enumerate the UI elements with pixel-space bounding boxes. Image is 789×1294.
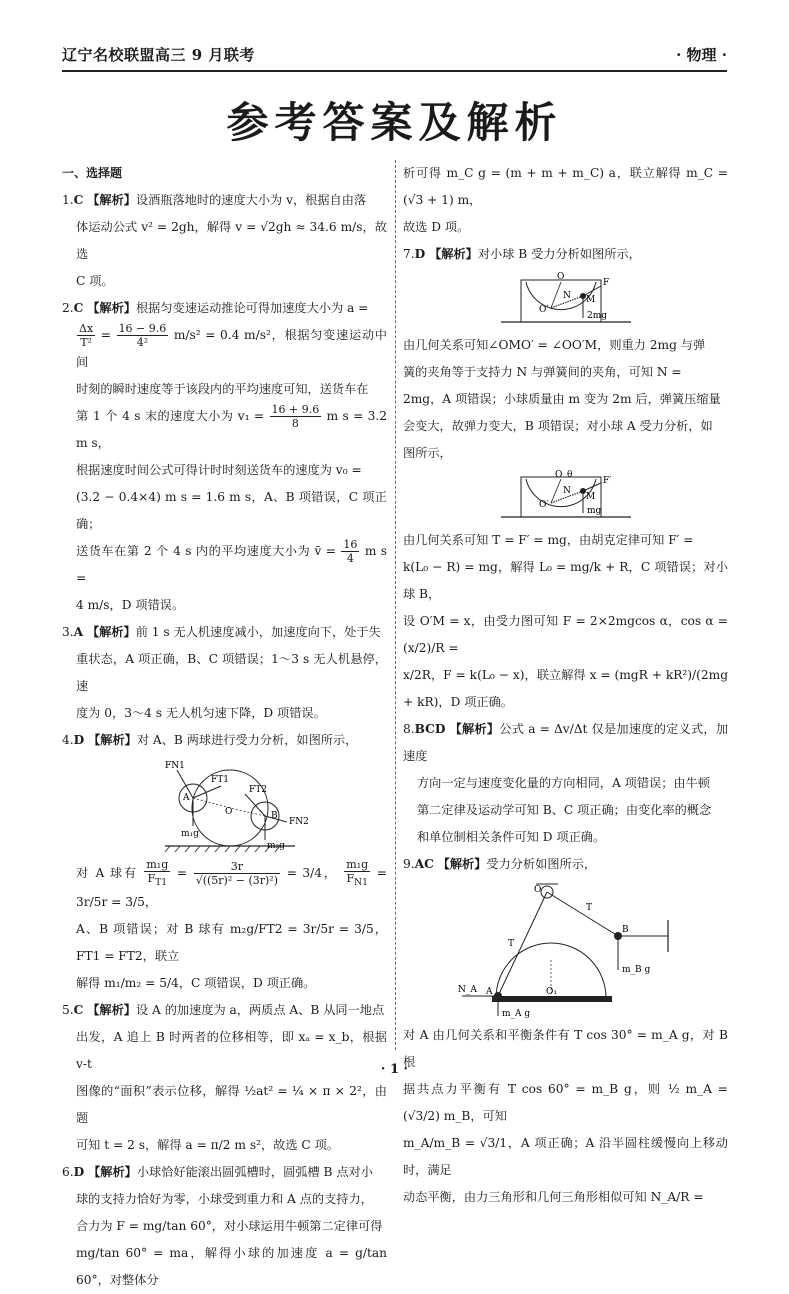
q7-line8: k(L₀ − R) = mg，解得 L₀ = mg/k + R，C 项错误；对小球 B， [403,560,728,601]
q2-line8: 4 m/s，D 项错误。 [76,598,185,612]
label-mg: 2mg [586,311,607,321]
header-rule [62,70,727,72]
label-fn2: FN2 [288,817,309,827]
q2-line6: (3.2 − 0.4×4) m s = 1.6 m s，A、B 项错误，C 项正确； [76,490,387,531]
q4-force-diagram [125,756,325,856]
fraction: $\frac{16}{4}$ [343,538,358,565]
label-o: O [224,807,232,817]
q8-line3: 第二定律及运动学可知 B、C 项正确；由变化率的概念 [417,803,712,817]
q2-line7: 送货车在第 2 个 4 s 内的平均速度大小为 v̄ = $\frac{16}{4}$ m s = [76,538,388,585]
q2-line4: 第 1 个 4 s 末的速度大小为 v₁ = $\frac{16 + 9.6}{8}$ m s = 3.2 m s， [76,403,388,450]
q7-line1: 7.D 【解析】对小球 B 受力分析如图所示， [403,247,641,261]
label-mag: m_A g [501,1009,530,1019]
q7-line7: 由几何关系可知 T = F′ = mg，由胡克定律可知 F′ = [403,533,694,547]
fraction: $\frac{\text{m₁g}}{F_{N1}}$ [346,858,369,889]
q4-line1: 4.D 【解析】对 A、B 两球进行受力分析，如图所示， [62,733,358,747]
header-exam-name: 辽宁名校联盟高三 9 月联考 [62,46,255,64]
label-o: O [556,272,564,282]
q4-line4: 解得 m₁/m₂ = 5/4，C 项错误，D 项正确。 [76,976,316,991]
label-b: B [621,925,629,935]
q9-line2: 对 A 由几何关系和平衡条件有 T cos 30° = m_A g，对 B 根 [403,1028,728,1069]
q8-line2: 方向一定与速度变化量的方向相同，A 项错误；由牛顿 [417,776,710,790]
q4-line3: A、B 项错误；对 B 球有 m₂g/FT2 = 3r/5r = 3/5，FT1 = FT2，联立 [76,922,387,964]
left-column [62,160,387,1294]
q1-line2: 体运动公式 v² = 2gh，解得 v = √2gh ≈ 34.6 m/s，故选 [76,220,387,261]
q6-line2: 球的支持力恰好为零，小球受到重力和 A 点的支持力， [76,1192,373,1207]
q7-diagram-2 [491,469,641,525]
label-f-prime: F′ [602,476,611,486]
right-column [403,160,728,1211]
q4-line2: 对 A 球有 $\frac{\text{m₁g}}{F_{T1}}$ = $\frac{3r}{\text{√((5r)² − (3r)²)}}$ = 3/4， $\frac{\text{m₁g}}{F_{N1}}$ = 3r/5r = 3/5， [76,858,388,910]
label-m: M [585,492,595,502]
label-o-prime: O′ [538,500,548,510]
q5-line4: 可知 t = 2 s，解得 a = π/2 m s²，故选 C 项。 [76,1138,339,1153]
label-a: A [182,793,189,803]
fraction: $\frac{\Delta x}{\text{T²}}$ [79,322,94,349]
label-m2g: m₂g [266,841,285,851]
q3-line1: 3.A 【解析】前 1 s 无人机速度减小，加速度向下，处于失 [62,625,381,639]
label-theta: θ [566,470,572,480]
q1-line1: 1.C 【解析】设酒瓶落地时的速度大小为 v，根据自由落 [62,193,367,207]
q8-line4: 和单位制相关条件可知 D 项正确。 [417,830,606,844]
q1-line3: C 项。 [76,274,114,288]
label-a: A [485,987,492,997]
fraction: $\frac{16 + 9.6}{8}$ [271,403,320,430]
q3-line3: 度为 0，3～4 s 无人机匀速下降，D 项错误。 [76,706,326,720]
q3-line2: 重状态，A 项正确，B、C 项错误；1～3 s 无人机悬停，速 [76,652,387,693]
q5-line1: 5.C 【解析】设 A 的加速度为 a，两质点 A、B 从同一地点 [62,1003,385,1018]
fraction: $\frac{3r}{\text{√((5r)² − (3r)²)}}$ [195,860,278,888]
header-subject: · 物理 · [676,46,727,64]
page-number: · 1 · [380,1062,409,1077]
q6-line6: 故选 D 项。 [403,220,470,234]
label-na: N_A [457,985,477,995]
q7-line2: 由几何关系可知∠OMO′ = ∠OO′M，则重力 2mg 与弹 [403,338,706,352]
label-f: F [602,278,609,288]
q7-line10: x/2R，F = k(L₀ − x)，联立解得 x = (mgR + kR²)/(2mg + kR)，D 项正确。 [403,668,728,709]
label-n: N [562,486,571,496]
label-o1: O₁ [545,987,557,997]
label-t-right: T [585,903,592,913]
q9-line5: 动态平衡，由力三角形和几何三角形相似可知 N_A/R = [403,1190,704,1204]
fraction: $\frac{16 - 9.6}{\text{4²}}$ [118,322,167,349]
label-mbg: m_B g [621,965,650,975]
q6-line4: mg/tan 60° = ma，解得小球的加速度 a = g/tan 60°，对整体分 [76,1246,387,1288]
q2-line2: $\frac{\Delta x}{\text{T²}}$ = $\frac{16 - 9.6}{\text{4²}}$ m/s² = 0.4 m/s²，根据匀变速运动中间 [76,322,387,369]
q9-line1: 9.AC 【解析】受力分析如图所示， [403,857,597,871]
label-t-left: T [507,939,514,949]
q2-line5: 根据速度时间公式可得计时时刻送货车的速度为 v₀ = [76,463,362,477]
q6-line3: 合力为 F = mg/tan 60°，对小球运用牛顿第二定律可得 [76,1219,383,1234]
q6-line5: 析可得 m_C g = (m + m + m_C) a，联立解得 m_C = (√3 + 1) m， [403,166,728,207]
label-ft1: FT1 [210,775,229,785]
label-fn1: FN1 [164,761,185,771]
page-title: 参考答案及解析 [226,98,563,147]
q9-line3: 据共点力平衡有 T cos 60° = m_B g，则 ½ m_A = (√3/2) m_B，可知 [403,1082,728,1123]
q6-line1: 6.D 【解析】小球恰好能滚出圆弧槽时，圆弧槽 B 点对小 [62,1165,373,1180]
label-ft2: FT2 [248,785,267,795]
q7-diagram-1 [491,270,641,330]
q7-line3: 簧的夹角等于支持力 N 与弹簧间的夹角，可知 N = [403,365,682,379]
label-m1g: m₁g [180,829,199,839]
q7-line6: 图所示， [403,446,452,460]
q9-force-diagram [436,880,696,1020]
label-n: N [562,291,571,301]
q7-line5: 会变大，故弹力变大，B 项错误；对小球 A 受力分析，如 [403,419,713,433]
q7-line4: 2mg，A 项错误；小球质量由 m 变为 2m 后，弹簧压缩量 [403,392,721,406]
fraction: $\frac{\text{m₁g}}{F_{T1}}$ [146,858,169,889]
label-mg: mg [586,506,601,516]
q5-line3: 图像的“面积”表示位移，解得 ½at² = ¼ × π × 2²，由题 [76,1084,387,1126]
q9-line4: m_A/m_B = √3/1，A 项正确；A 沿半圆柱缓慢向上移动时，满足 [403,1136,728,1177]
label-b: B [270,811,278,821]
column-divider [395,160,396,1050]
section-heading: 一、选择题 [62,166,123,180]
q8-line1: 8.BCD 【解析】公式 a = Δv/Δt 仅是加速度的定义式，加速度 [403,722,729,763]
label-m: M [585,295,595,305]
label-o-prime: O′ [538,305,548,315]
q2-line3: 时刻的瞬时速度等于该段内的平均速度可知，送货车在 [76,382,369,396]
label-o: O [533,885,541,895]
q5-line2: 出发，A 追上 B 时两者的位移相等，即 xₐ = x_b，根据 v-t [76,1030,387,1072]
label-o: O [554,470,562,480]
q2-line1: 2.C 【解析】根据匀变速运动推论可得加速度大小为 a = [62,301,369,315]
q7-line9: 设 O′M = x，由受力图可知 F = 2×2mgcos α，cos α = (x/2)/R = [403,614,728,655]
